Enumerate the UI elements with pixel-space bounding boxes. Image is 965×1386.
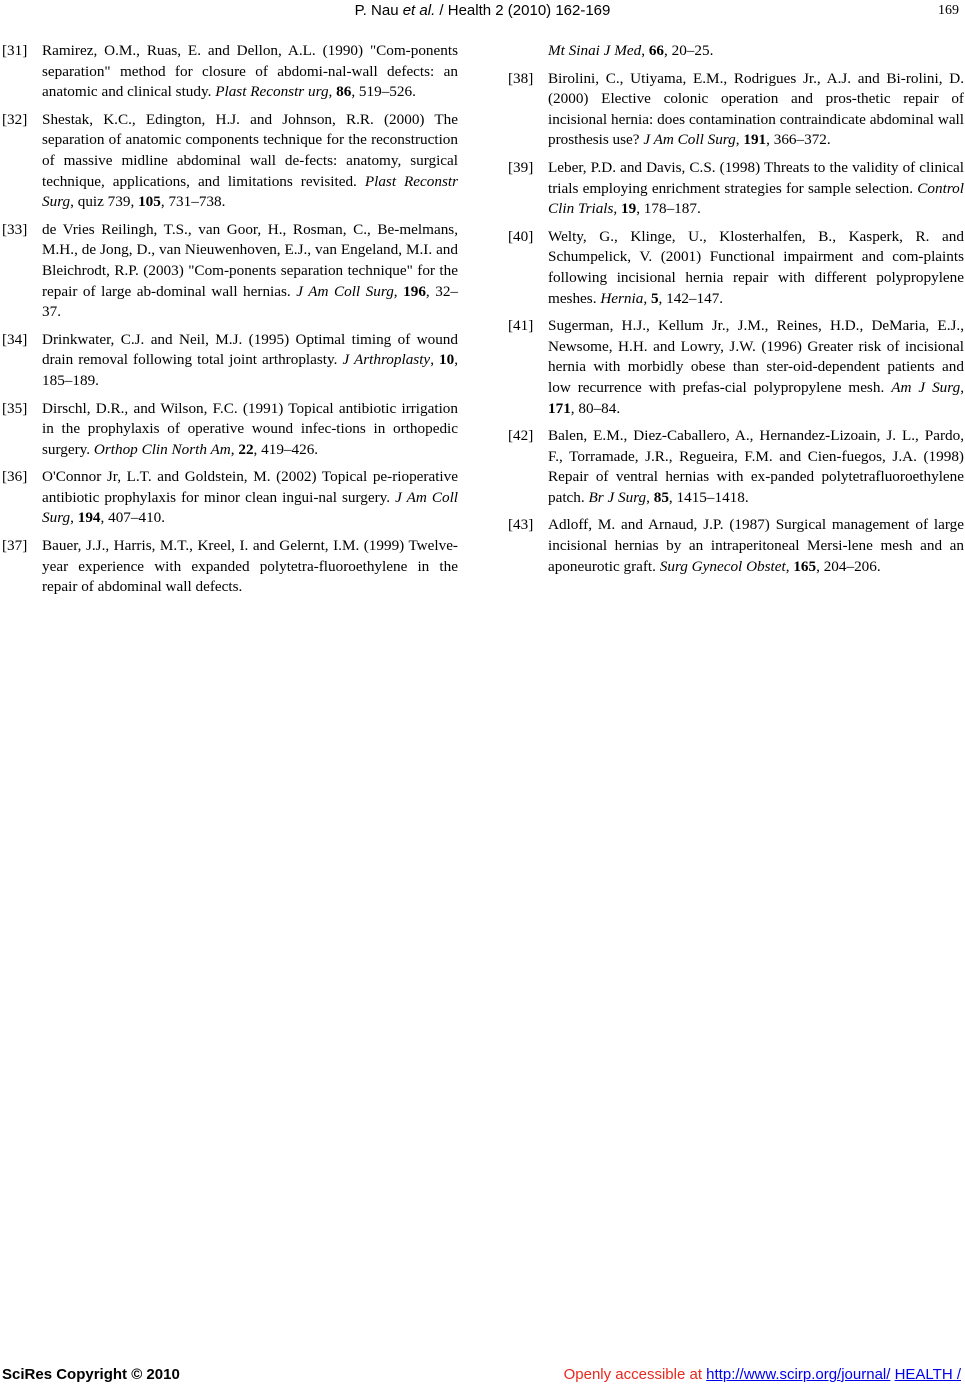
reference-item — [2, 41, 458, 103]
volume-number: 22 — [238, 440, 254, 458]
footer-copyright: SciRes Copyright © 2010 — [2, 1366, 180, 1383]
page-number: 169 — [938, 3, 959, 18]
reference-text: , 142–147. — [658, 289, 724, 307]
volume-number: 165 — [793, 557, 817, 575]
footer-journal-link[interactable]: HEALTH / — [894, 1366, 961, 1383]
reference-text: , 185–189. — [42, 351, 459, 389]
reference-number: [42] — [508, 427, 534, 445]
reference-text: Adloff, M. and Arnaud, J.P. (1987) Surgical management of large incisional hernias by an intraperitoneal Mersi-lene mesh and an aponeurotic graft. — [548, 516, 964, 575]
reference-item — [2, 110, 458, 213]
reference-text: , — [230, 440, 239, 458]
reference-text: , — [430, 351, 440, 369]
reference-text: , — [641, 42, 649, 59]
reference-text: Drinkwater, C.J. and Neil, M.J. (1995) Optimal timing of wound drain removal following total joint arthroplasty. — [42, 330, 458, 369]
volume-number: 191 — [743, 131, 767, 149]
volume-number: 171 — [548, 399, 571, 417]
reference-text: , — [785, 557, 794, 575]
volume-number: 85 — [653, 488, 669, 506]
reference-number: [36] — [2, 468, 28, 486]
reference-text: , 204–206. — [816, 557, 881, 575]
volume-number: 5 — [650, 289, 659, 307]
reference-item — [508, 158, 964, 220]
reference-number: [38] — [508, 69, 534, 87]
reference-text: Shestak, K.C., Edington, H.J. and Johnson, R.R. (2000) The separation of anatomic components technique for the reconstruction of massive midline abdominal wall de-fects: anatomy, surgical technique, applications, and limitations revisited. — [42, 110, 458, 190]
reference-text: , — [646, 488, 654, 506]
reference-text: Sugerman, H.J., Kellum Jr., J.M., Reines, H.D., DeMaria, E.J., Newsome, H.H. and Lowry, J.W. (1996) Greater risk of incisional hernia with morbidly obese than ster-oid-dependent patients and low recurrence with prefas-cial polypropylene mesh. — [548, 317, 964, 396]
reference-text: O'Connor Jr, L.T. and Goldstein, M. (2002) Topical pe-rioperative antibiotic prophylaxis for minor clean ingui-nal surgery. — [42, 468, 458, 506]
running-title — [0, 2, 965, 19]
journal-name: Am J Surg — [891, 378, 961, 396]
reference-continuation — [508, 41, 964, 62]
reference-item — [2, 467, 458, 529]
reference-text: , 20–25. — [664, 42, 714, 59]
journal-name: Plast Reconstr urg — [215, 83, 329, 101]
reference-item — [2, 220, 458, 323]
reference-item — [508, 69, 964, 151]
reference-text: Welty, G., Klinge, U., Klosterhalfen, B., Kasperk, R. and Schumpelick, V. (2001) Functional impairment and com-plaints following incisional hernia repair with different polypropylene meshes. — [548, 227, 964, 307]
running-header — [0, 2, 965, 24]
journal-name: J Arthroplasty — [342, 351, 431, 369]
reference-number: [31] — [2, 42, 28, 59]
volume-number: 196 — [403, 282, 426, 300]
volume-number: 105 — [138, 193, 161, 211]
reference-text: Balen, E.M., Diez-Caballero, A., Hernandez-Lizoain, J. L., Pardo, F., Torramade, J.R., Regueira, F.M. and Cien-fuegos, J.A. (1998) Repair of ventral hernias with ex-panded polytetrafluoroethylene patch. — [548, 427, 964, 506]
reference-text: , 419–426. — [253, 440, 319, 458]
journal-name: Hernia — [600, 289, 644, 307]
reference-number: [41] — [508, 317, 534, 335]
volume-number: 194 — [77, 509, 101, 527]
reference-item — [508, 227, 964, 309]
journal-name: Orthop Clin North Am — [93, 440, 231, 458]
volume-number: 19 — [621, 200, 637, 218]
reference-text: , 519–526. — [351, 83, 416, 101]
volume-number: 10 — [439, 351, 455, 369]
volume-number: 86 — [336, 83, 352, 101]
header-journal: / Health 2 (2010) 162-169 — [439, 2, 611, 19]
reference-item — [2, 399, 458, 461]
reference-text: Birolini, C., Utiyama, E.M., Rodrigues Jr., A.J. and Bi-rolini, D. (2000) Elective colonic operation and pros-thetic repair of incisional hernia: does contamination contraindicate abdominal wall prosthesis use? — [548, 69, 964, 149]
reference-text: , 731–738. — [160, 193, 226, 211]
reference-text: , — [328, 83, 337, 101]
journal-name: J Am Coll Surg — [643, 131, 736, 149]
reference-text: , — [735, 131, 744, 149]
footer-access — [564, 1366, 961, 1383]
reference-text: , — [70, 509, 78, 527]
reference-item — [2, 536, 458, 598]
journal-name: J Am Coll Surg — [42, 488, 459, 527]
reference-item — [508, 426, 964, 508]
reference-text: , — [393, 282, 404, 300]
reference-text: , 407–410. — [100, 509, 166, 527]
references-left-column — [2, 41, 458, 605]
journal-name: J Am Coll Surg — [296, 282, 394, 300]
reference-text: , 178–187. — [636, 200, 701, 218]
journal-name: Mt Sinai J Med — [548, 42, 642, 59]
references-right-column — [508, 41, 964, 584]
reference-number: [35] — [2, 399, 28, 417]
reference-number: [40] — [508, 227, 534, 245]
reference-text: , quiz 739, — [70, 193, 139, 211]
reference-number: [32] — [2, 110, 28, 128]
header-etal: et al. — [402, 2, 436, 19]
footer-access-prefix: Openly accessible at — [563, 1366, 707, 1383]
journal-name: Br J Surg — [588, 488, 647, 506]
reference-text: Dirschl, D.R., and Wilson, F.C. (1991) Topical antibiotic irrigation in the prophylaxis of operative wound infec-tions in orthopedic surgery. — [42, 399, 458, 458]
header-authors: P. Nau — [354, 2, 399, 19]
journal-name: Plast Reconstr Surg — [42, 172, 458, 211]
journal-name: Control Clin Trials — [548, 179, 964, 218]
reference-number: [37] — [2, 537, 28, 555]
reference-text: Ramirez, O.M., Ruas, E. and Dellon, A.L. (1990) "Com-ponents separation" method for closure of abdomi-nal-wall defects: an anatomic and clinical study. — [42, 42, 458, 101]
reference-text: , 366–372. — [766, 131, 831, 149]
reference-number: [33] — [2, 220, 28, 238]
reference-text: Bauer, J.J., Harris, M.T., Kreel, I. and Gelernt, I.M. (1999) Twelve-year experience with expanded polytetra-fluoroethylene in the repair of abdominal wall defects. — [42, 537, 458, 596]
reference-text: , — [960, 378, 964, 396]
reference-text: Leber, P.D. and Davis, C.S. (1998) Threats to the validity of clinical trials employing enrichment strategies for sample selection. — [548, 158, 964, 197]
reference-text: , 32–37. — [42, 282, 459, 321]
reference-text: de Vries Reilingh, T.S., van Goor, H., Rosman, C., Be-melmans, M.H., de Jong, D., van Nieuwenhoven, E.J., van Engeland, M.I. and Bleichrodt, R.P. (2003) "Com-ponents separation technique" for the repair of large ab-dominal wall hernias. — [42, 220, 458, 300]
reference-text: , 1415–1418. — [668, 488, 749, 506]
footer-url-link[interactable]: http://www.scirp.org/journal/ — [706, 1366, 891, 1383]
journal-name: Surg Gynecol Obstet — [659, 557, 786, 575]
reference-text: , — [613, 200, 622, 218]
reference-item — [508, 316, 964, 419]
reference-number: [34] — [2, 330, 28, 348]
reference-item — [508, 515, 964, 577]
reference-item — [2, 330, 458, 392]
page-footer — [0, 1364, 965, 1386]
reference-text: , 80–84. — [570, 399, 621, 417]
reference-number: [39] — [508, 158, 534, 176]
reference-text: , — [643, 289, 651, 307]
reference-number: [43] — [508, 516, 534, 534]
volume-number: 66 — [648, 42, 664, 59]
